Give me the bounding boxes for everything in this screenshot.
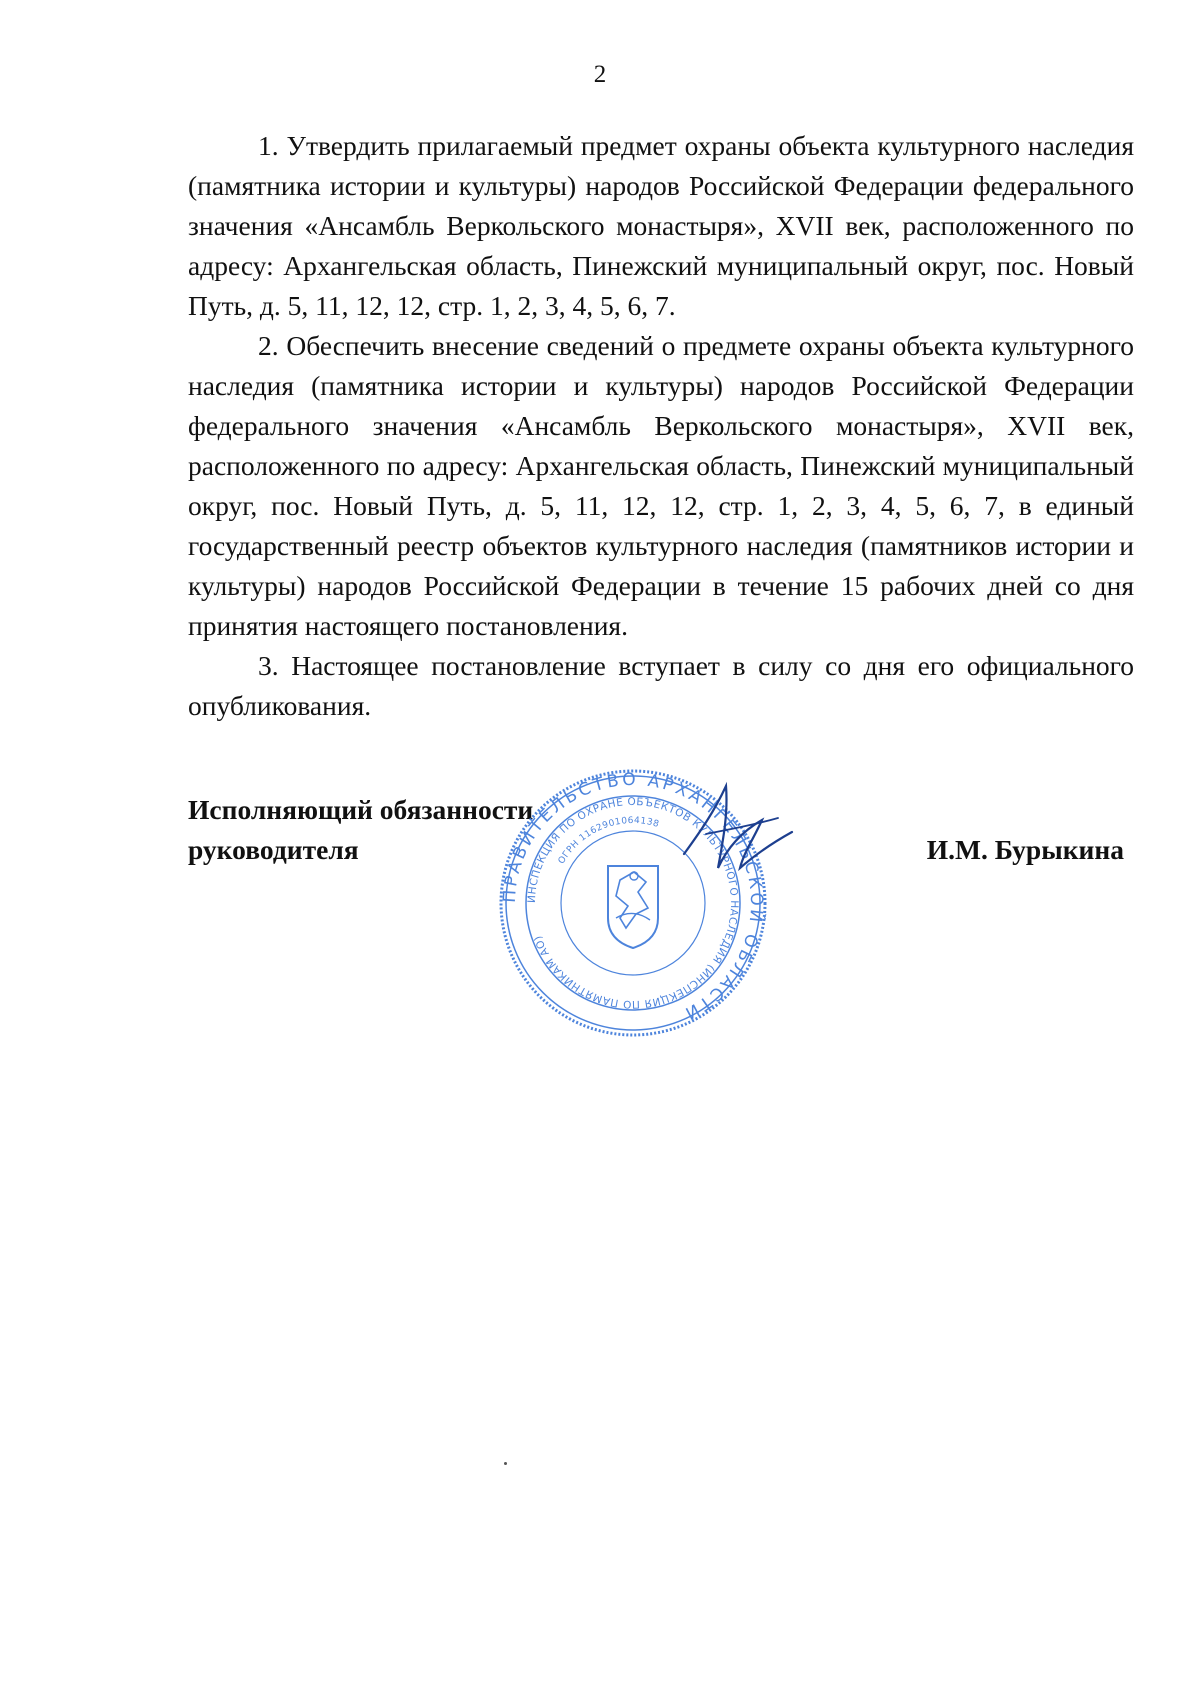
paragraph-1: 1. Утвердить прилагаемый предмет охраны объекта культурного наследия (памятника истории и культуры) народов Российской Федерации федерального значения «Ансамбль Веркольского монастыря», XVII век, расположенного по адресу: Архангельская область, Пинежский муниципальный округ, пос. Новый Путь, д. 5, 11, 12, 12, стр. 1, 2, 3, 4, 5, 6, 7. <box>188 130 1134 321</box>
signatory-position-line2: руководителя <box>188 834 359 865</box>
scan-speck <box>504 1462 507 1465</box>
signatory-position-line1: Исполняющий обязанности <box>188 794 534 825</box>
coat-of-arms-emblem <box>608 866 658 948</box>
paragraph-2: 2. Обеспечить внесение сведений о предмете охраны объекта культурного наследия (памятника истории и культуры) народов Российской Федерации федерального значения «Ансамбль Веркольского монастыря», XVII век, расположенного по адресу: Архангельская область, Пинежский муниципальный округ, пос. Новый Путь, д. 5, 11, 12, 12, стр. 1, 2, 3, 4, 5, 6, 7, в единый государственный реестр объектов культурного наследия (памятников истории и культуры) народов Российской Федерации в течение 15 рабочих дней со дня принятия настоящего постановления. <box>188 330 1134 641</box>
stamp-ogrn-text: ОГРН 1162901064138 <box>556 815 661 867</box>
stamp-inner-text: ИНСПЕКЦИЯ ПО ОХРАНЕ ОБЪЕКТОВ КУЛЬТУРНОГО НАСЛЕДИЯ (ИНСПЕКЦИЯ ПО ПАМЯТНИКАМ АО) <box>525 795 741 1011</box>
stamp-outer-text: ПРАВИТЕЛЬСТВО АРХАНГЕЛЬСКОЙ ОБЛАСТИ <box>499 769 767 1025</box>
signatory-name: И.М. Бурыкина <box>926 834 1124 865</box>
paragraph-3: 3. Настоящее постановление вступает в силу со дня его официального опубликования. <box>188 650 1134 721</box>
page-number: 2 <box>593 61 607 88</box>
handwritten-signature <box>670 772 800 892</box>
document-body <box>188 126 1134 726</box>
